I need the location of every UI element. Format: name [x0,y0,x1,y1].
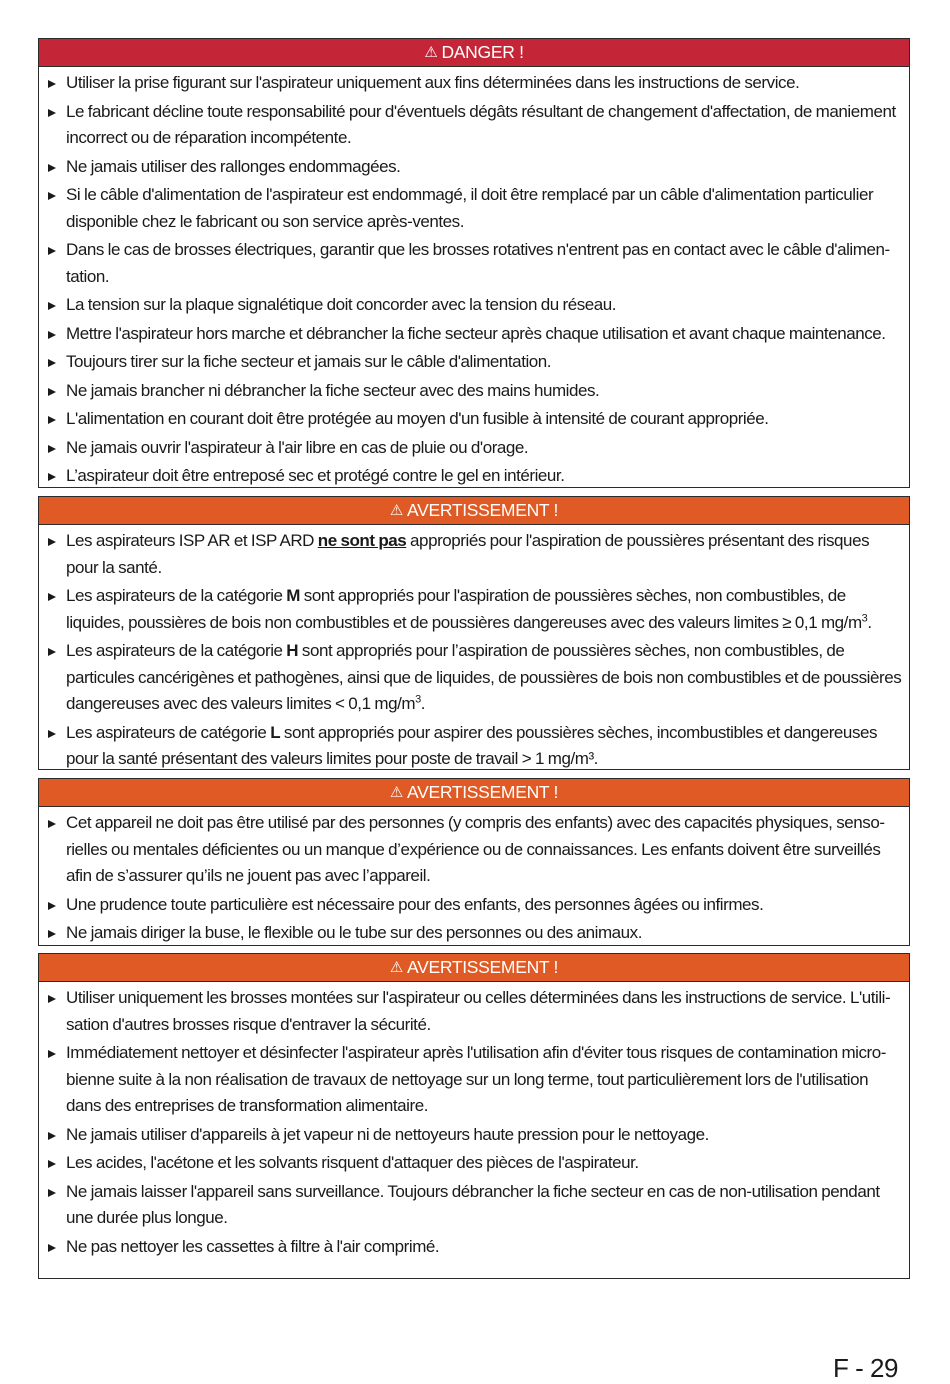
list-item [39,528,903,581]
list-item [39,292,903,319]
item-text-segment: sont appropriés pour l’aspiration de poussières sèches, non combustibles, de particules cancérigènes et pathogènes, ainsi que de liquides, de poussières de bois non combustibles et de poussières dangereuses avec des valeurs limites < 0,1 mg/m [66,641,902,713]
list-item [39,378,903,405]
item-text: Ne jamais utiliser des rallonges endommagées. [66,156,401,176]
triangle-bullet-icon [48,820,56,828]
list-item [39,583,903,636]
triangle-bullet-icon [48,109,56,117]
list-item [39,1122,903,1149]
warning-header-text: AVERTISSEMENT ! [407,782,559,802]
triangle-bullet-icon [48,1132,56,1140]
triangle-bullet-icon [48,995,56,1003]
triangle-bullet-icon [48,359,56,367]
danger-box [38,38,910,488]
superscript-text: 3 [415,693,421,706]
item-text-segment: . [420,694,426,713]
triangle-bullet-icon [48,445,56,453]
item-text-segment: Les aspirateurs de catégorie [66,722,271,742]
warning-list-1 [39,525,909,777]
item-text: Ne jamais diriger la buse, le flexible ou le tube sur des personnes ou des animaux. [66,923,642,942]
list-item [39,920,903,947]
item-text: Le fabricant décline toute responsabilité pour d'éventuels dégâts résultant de changement d'affectation, de maniement incorrect ou de réparation incompétente. [66,101,896,147]
list-item [39,892,903,919]
item-text: La tension sur la plaque signalétique doit concorder avec la tension du réseau. [66,295,617,314]
list-item [39,237,903,290]
warning-triangle-icon: ⚠ [389,958,404,976]
warning-triangle-icon: ⚠ [389,501,404,519]
item-text: Ne jamais ouvrir l'aspirateur à l'air libre en cas de pluie ou d'orage. [66,437,529,457]
list-item [39,638,903,718]
item-text-segment: sont appropriés pour aspirer des poussières sèches, incombustibles et dangereuses pour la santé présentant des valeurs limites pour poste de travail > 1 mg/m³. [66,722,878,768]
danger-list [39,67,909,494]
triangle-bullet-icon [48,388,56,396]
item-text: Mettre l'aspirateur hors marche et débrancher la fiche secteur après chaque utilisation et avant chaque maintenance. [66,323,886,343]
warning-header-text: AVERTISSEMENT ! [407,957,559,977]
warning-header-2 [39,779,909,807]
warning-header-3 [39,954,909,982]
item-text-segment: L [270,722,281,742]
triangle-bullet-icon [48,902,56,910]
triangle-bullet-icon [48,192,56,200]
list-item [39,70,903,97]
list-item [39,463,903,490]
item-text-segment: Les aspirateurs de la catégorie [66,586,287,605]
item-text: Une prudence toute particulière est nécessaire pour des enfants, des personnes âgées ou infirmes. [66,894,764,914]
triangle-bullet-icon [48,930,56,938]
list-item [39,321,903,348]
list-item [39,1150,903,1177]
item-text: Utiliser la prise figurant sur l'aspirateur uniquement aux fins déterminées dans les instructions de service. [66,73,800,92]
danger-header-text: DANGER ! [441,42,524,62]
list-item [39,1234,903,1261]
warning-box-2 [38,778,910,946]
list-item [39,435,903,462]
list-item [39,182,903,235]
item-text: Ne jamais brancher ni débrancher la fiche secteur avec des mains humides. [66,380,600,400]
triangle-bullet-icon [48,1189,56,1197]
warning-list-3 [39,982,909,1264]
item-text: Toujours tirer sur la fiche secteur et jamais sur le câble d'alimentation. [66,352,552,371]
triangle-bullet-icon [48,416,56,424]
triangle-bullet-icon [48,593,56,601]
triangle-bullet-icon [48,247,56,255]
triangle-bullet-icon [48,730,56,738]
list-item [39,720,903,773]
warning-triangle-icon: ⚠ [424,43,438,61]
triangle-bullet-icon [48,164,56,172]
warning-triangle-icon: ⚠ [389,783,404,801]
item-text-segment: Les aspirateurs ISP AR et ISP ARD [66,531,318,550]
item-text: Ne jamais utiliser d'appareils à jet vapeur ni de nettoyeurs haute pression pour le nettoyage. [66,1124,709,1144]
page-number: F - 29 [833,1353,898,1383]
triangle-bullet-icon [48,80,56,88]
warning-box-1 [38,496,910,770]
item-text-segment: M [286,586,301,605]
triangle-bullet-icon [48,1244,56,1252]
list-item [39,154,903,181]
item-text-segment: ne sont pas [317,531,407,550]
triangle-bullet-icon [48,648,56,656]
list-item [39,985,903,1038]
warning-header-1 [39,497,909,525]
item-text: Utiliser uniquement les brosses montées sur l'aspirateur ou celles déterminées dans les instructions de service. L'utili-sation d'autres brosses risque d'entraver la sécurité. [66,988,891,1034]
list-item [39,810,903,890]
item-text-segment: sont appropriés pour l'aspiration de poussières sèches, non combustibles, de liquides, poussières de bois non combustibles et de poussières dangereuses avec des valeurs limites ≥ 0,1 mg/m [66,586,862,632]
item-text: Si le câble d'alimentation de l'aspirateur est endommagé, il doit être remplacé par un câble d'alimentation particulier disponible chez le fabricant ou son service après-ventes. [66,185,874,231]
triangle-bullet-icon [48,1050,56,1058]
warning-list-2 [39,807,909,951]
item-text: L'alimentation en courant doit être protégée au moyen d'un fusible à intensité de courant appropriée. [66,409,769,428]
triangle-bullet-icon [48,1160,56,1168]
item-text: Immédiatement nettoyer et désinfecter l'aspirateur après l'utilisation afin d'éviter tous risques de contamination micro-bienne suite à la non réalisation de travaux de nettoyage sur un long terme, tout particulièrement lors de l'utilisation dans des entreprises de transformation alimentaire. [66,1043,886,1115]
item-text: Dans le cas de brosses électriques, garantir que les brosses rotatives n'entrent pas en contact avec le câble d'alimen-tation. [66,240,890,286]
triangle-bullet-icon [48,538,56,546]
triangle-bullet-icon [48,473,56,481]
warning-box-3 [38,953,910,1279]
list-item [39,406,903,433]
item-text-segment: . [867,612,872,632]
list-item [39,99,903,152]
item-text: Les acides, l'acétone et les solvants risquent d'attaquer des pièces de l'aspirateur. [66,1153,639,1172]
danger-header [39,39,909,67]
item-text: Ne pas nettoyer les cassettes à filtre à l'air comprimé. [66,1236,440,1256]
list-item [39,1040,903,1120]
triangle-bullet-icon [48,302,56,310]
list-item [39,1179,903,1232]
item-text: L’aspirateur doit être entreposé sec et protégé contre le gel en intérieur. [66,466,565,485]
item-text-segment: Les aspirateurs de la catégorie [66,641,287,660]
item-text: Cet appareil ne doit pas être utilisé par des personnes (y compris des enfants) avec des capacités physiques, senso-rielles ou mentales déficientes ou un manque d’expérience ou de connaissances. Les enfants doivent être surveillés afin de s’assurer qu’ils ne jouent pas avec l’appareil. [66,813,885,885]
item-text-segment: H [286,641,299,660]
superscript-text: 3 [861,611,868,624]
item-text: Ne jamais laisser l'appareil sans surveillance. Toujours débrancher la fiche secteur en cas de non-utilisation pendant une durée plus longue. [66,1181,880,1227]
triangle-bullet-icon [48,331,56,339]
warning-header-text: AVERTISSEMENT ! [407,500,559,520]
list-item [39,349,903,376]
item-text-segment: appropriés pour l'aspiration de poussières présentant des risques pour la santé. [66,531,870,577]
